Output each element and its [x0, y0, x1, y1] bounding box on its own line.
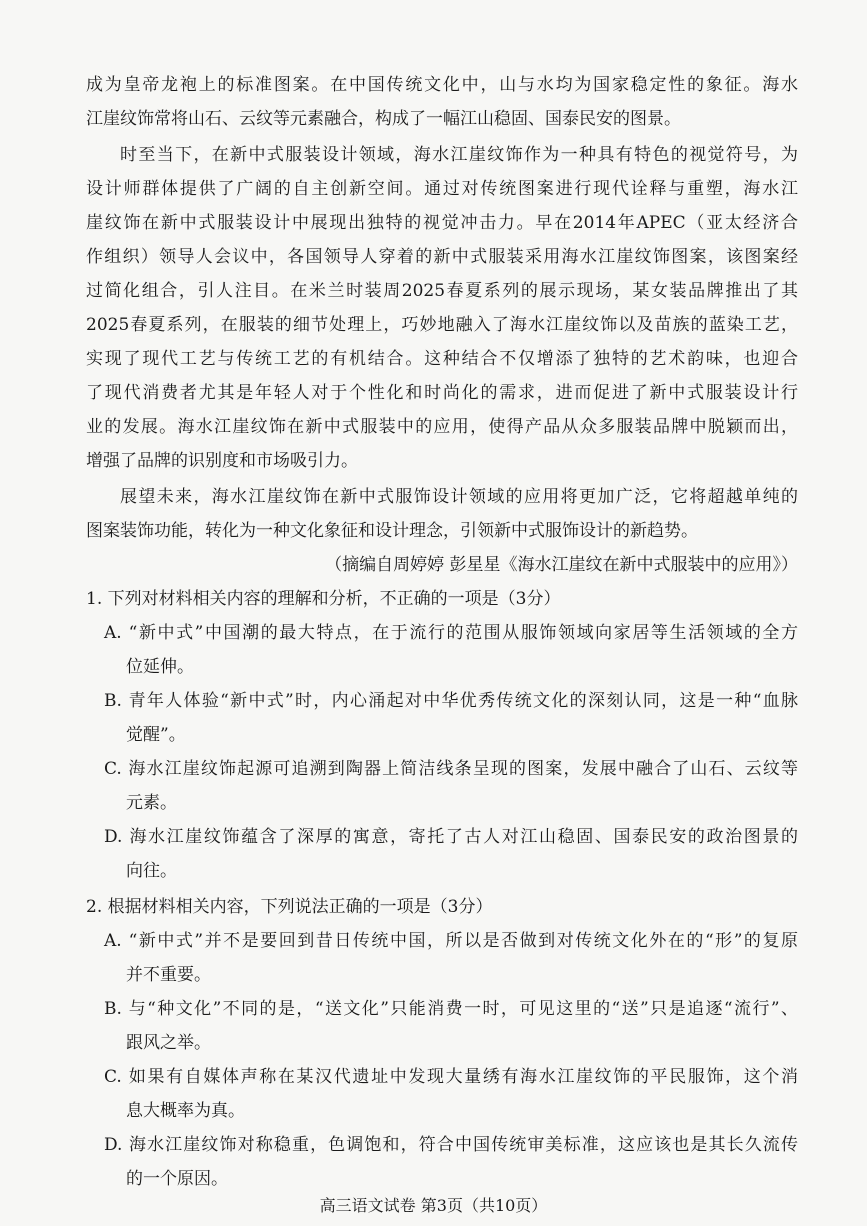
passage-line: 2025春夏系列，在服装的细节处理上，巧妙地融入了海水江崖纹饰以及苗族的蓝染工艺， — [86, 315, 798, 335]
passage-line: 过简化组合，引人注目。在米兰时装周2025春夏系列的展示现场，某女装品牌推出了其 — [86, 281, 798, 301]
q2-option-d-cont: 的一个原因。 — [126, 1169, 228, 1189]
q2-option-a-cont: 并不重要。 — [126, 965, 211, 985]
q1-option-c-cont: 元素。 — [126, 793, 177, 813]
question-2-stem: 2. 根据材料相关内容，下列说法正确的一项是（3分） — [86, 897, 493, 917]
q1-option-b: B. 青年人体验“新中式”时，内心涌起对中华优秀传统文化的深刻认同，这是一种“血脉 — [104, 691, 798, 711]
passage-line: 江崖纹饰常将山石、云纹等元素融合，构成了一幅江山稳固、国泰民安的图景。 — [86, 109, 681, 129]
question-1-stem: 1. 下列对材料相关内容的理解和分析，不正确的一项是（3分） — [86, 589, 561, 609]
passage-line: 时至当下，在新中式服装设计领域，海水江崖纹饰作为一种具有特色的视觉符号，为 — [120, 145, 798, 165]
q2-option-c: C. 如果有自媒体声称在某汉代遗址中发现大量绣有海水江崖纹饰的平民服饰，这个消 — [104, 1067, 798, 1087]
q1-option-a-cont: 位延伸。 — [126, 657, 194, 677]
q1-option-c: C. 海水江崖纹饰起源可追溯到陶器上简洁线条呈现的图案，发展中融合了山石、云纹等 — [104, 759, 798, 779]
passage-line: 设计师群体提供了广阔的自主创新空间。通过对传统图案进行现代诠释与重塑，海水江 — [86, 179, 798, 199]
q2-option-b: B. 与“种文化”不同的是，“送文化”只能消费一时，可见这里的“送”只是追逐“流行”、 — [104, 999, 798, 1019]
passage-line: 业的发展。海水江崖纹饰在新中式服装中的应用，使得产品从众多服装品牌中脱颖而出， — [86, 417, 798, 437]
q1-option-b-cont: 觉醒”。 — [126, 725, 186, 745]
passage-line: 作组织）领导人会议中，各国领导人穿着的新中式服装采用海水江崖纹饰图案，该图案经 — [86, 247, 798, 267]
passage-line: 了现代消费者尤其是年轻人对于个性化和时尚化的需求，进而促进了新中式服装设计行 — [86, 383, 798, 403]
passage-line: 实现了现代工艺与传统工艺的有机结合。这种结合不仅增添了独特的艺术韵味，也迎合 — [86, 349, 798, 369]
q2-option-c-cont: 息大概率为真。 — [126, 1101, 245, 1121]
q1-option-a: A. “新中式”中国潮的最大特点，在于流行的范围从服饰领域向家居等生活领域的全方 — [104, 623, 798, 643]
q2-option-d: D. 海水江崖纹饰对称稳重，色调饱和，符合中国传统审美标准，这应该也是其长久流传 — [104, 1135, 798, 1155]
page-footer: 高三语文试卷 第3页（共10页） — [319, 1196, 548, 1215]
q2-option-b-cont: 跟风之举。 — [126, 1033, 211, 1053]
passage-line: 展望未来，海水江崖纹饰在新中式服饰设计领域的应用将更加广泛，它将超越单纯的 — [120, 487, 798, 507]
passage-line: 增强了品牌的识别度和市场吸引力。 — [86, 451, 358, 471]
q1-option-d-cont: 向往。 — [126, 861, 177, 881]
source-citation: （摘编自周婷婷 彭星星《海水江崖纹在新中式服装中的应用》） — [325, 555, 798, 575]
passage-line: 成为皇帝龙袍上的标准图案。在中国传统文化中，山与水均为国家稳定性的象征。海水 — [86, 75, 798, 95]
passage-line: 图案装饰功能，转化为一种文化象征和设计理念，引领新中式服饰设计的新趋势。 — [86, 521, 698, 541]
q1-option-d: D. 海水江崖纹饰蕴含了深厚的寓意，寄托了古人对江山稳固、国泰民安的政治图景的 — [104, 827, 798, 847]
q2-option-a: A. “新中式”并不是要回到昔日传统中国，所以是否做到对传统文化外在的“形”的复原 — [104, 931, 798, 951]
passage-line: 崖纹饰在新中式服装设计中展现出独特的视觉冲击力。早在2014年APEC（亚太经济合 — [86, 213, 798, 233]
